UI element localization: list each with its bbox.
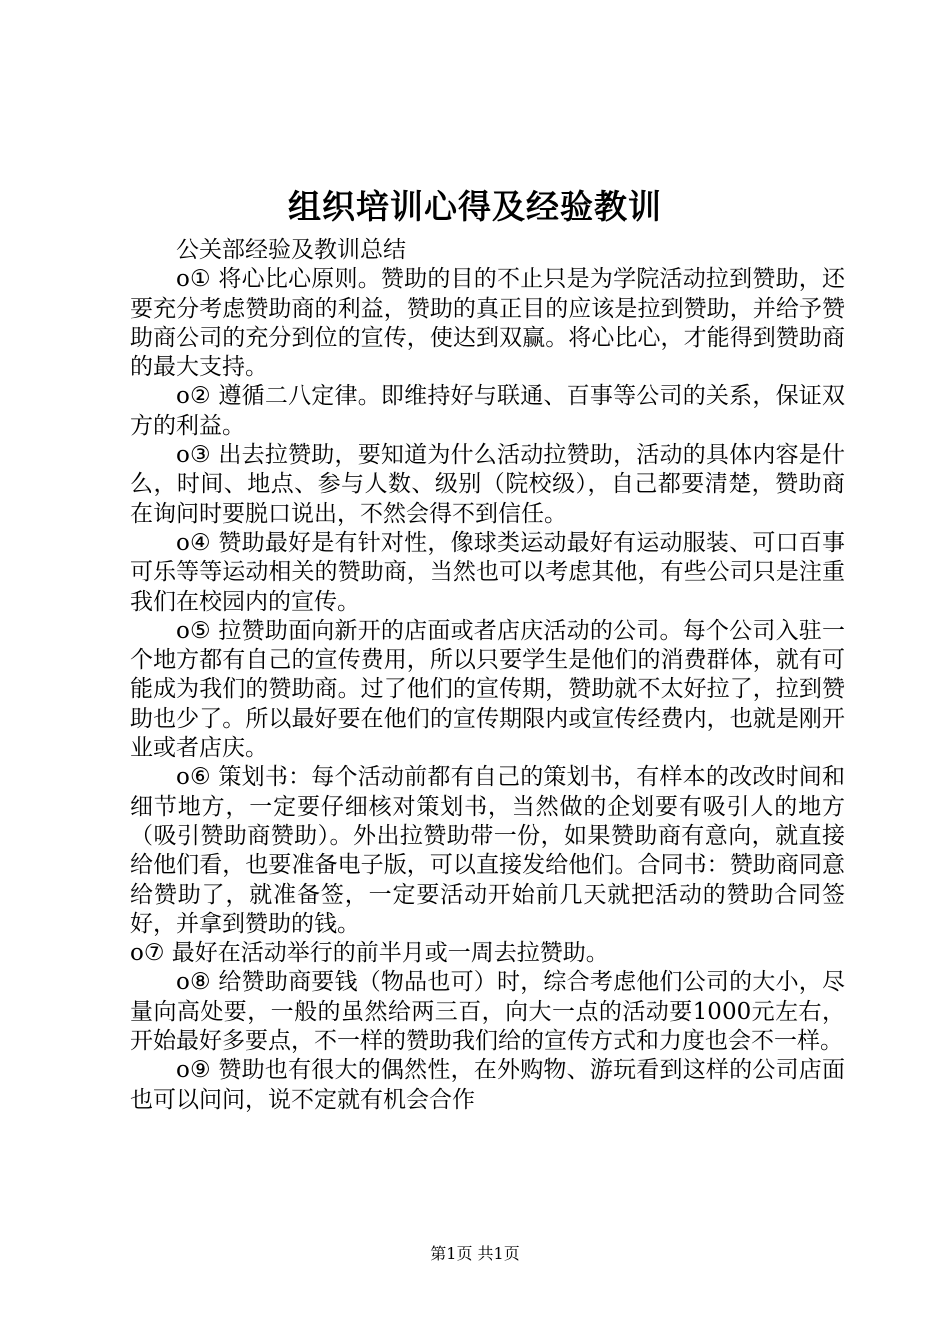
paragraph-item-6: o⑥ 策划书：每个活动前都有自己的策划书，有样本的改改时间和细节地方，一定要仔细核对策划书，当然做的企划要有吸引人的地方（吸引赞助商赞助）。外出拉赞助带一份，如果赞助商有意向，就直接给他们看，也要准备电子版，可以直接发给他们。合同书：赞助商同意给赞助了，就准备签，一定要活动开始前几天就把活动的赞助合同签好，并拿到赞助的钱。 <box>130 764 845 937</box>
paragraph-item-3: o③ 出去拉赞助，要知道为什么活动拉赞助，活动的具体内容是什么，时间、地点、参与人数、级别（院校级），自己都要清楚，赞助商在询问时要脱口说出，不然会得不到信任。 <box>130 442 845 527</box>
paragraph-item-9: o⑨ 赞助也有很大的偶然性，在外购物、游玩看到这样的公司店面也可以问问，说不定就有机会合作 <box>130 1057 845 1113</box>
paragraph-item-8: o⑧ 给赞助商要钱（物品也可）时，综合考虑他们公司的大小，尽量向高处要，一般的虽然给两三百，向大一点的活动要1000元左右，开始最好多要点，不一样的赞助我们给的宣传方式和力度也会不一样。 <box>130 969 845 1055</box>
document-title: 组织培训心得及经验教训 <box>288 187 662 226</box>
paragraph-item-5: o⑤ 拉赞助面向新开的店面或者店庆活动的公司。每个公司入驻一个地方都有自己的宣传费用，所以只要学生是他们的消费群体，就有可能成为我们的赞助商。过了他们的宣传期，赞助就不太好拉了，拉到赞助也少了。所以最好要在他们的宣传期限内或宣传经费内，也就是刚开业或者店庆。 <box>130 617 845 762</box>
paragraph-item-2: o② 遵循二八定律。即维持好与联通、百事等公司的关系，保证双方的利益。 <box>130 383 845 439</box>
paragraph-item-4: o④ 赞助最好是有针对性，像球类运动最好有运动服装、可口百事可乐等等运动相关的赞助商，当然也可以考虑其他，有些公司只是注重我们在校园内的宣传。 <box>130 529 845 615</box>
paragraph-item-7: o⑦ 最好在活动举行的前半月或一周去拉赞助。 <box>130 940 609 967</box>
paragraph-summary-heading: 公关部经验及教训总结 <box>176 237 406 263</box>
document-body <box>130 236 845 1115</box>
page-footer: 第1页 共1页 <box>430 1244 520 1263</box>
paragraph-item-1: o① 将心比心原则。赞助的目的不止只是为学院活动拉到赞助，还要充分考虑赞助商的利益，赞助的真正目的应该是拉到赞助，并给予赞助商公司的充分到位的宣传，使达到双赢。将心比心，才能得到赞助商的最大支持。 <box>130 266 845 381</box>
